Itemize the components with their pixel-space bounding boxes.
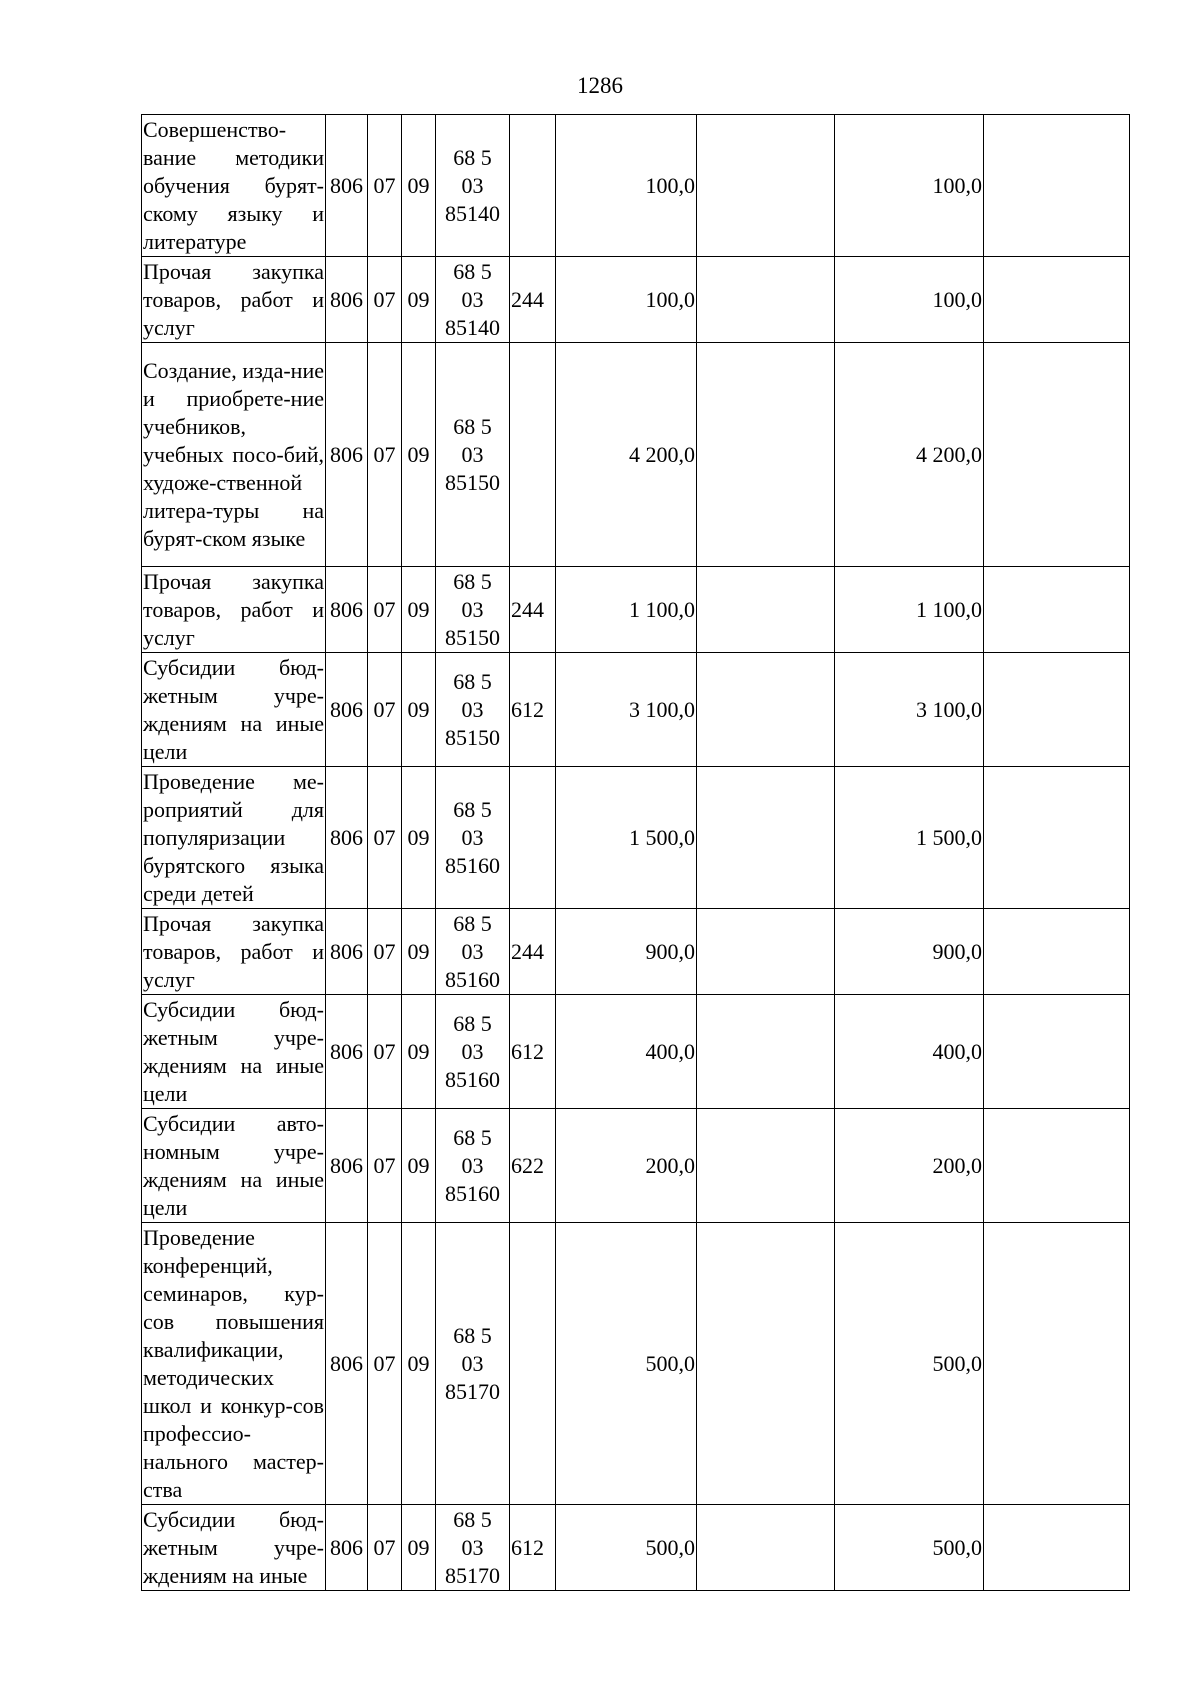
table-body [142, 115, 1130, 1591]
ministry-code: 806 [326, 653, 368, 767]
amount-col-3: 4 200,0 [835, 343, 984, 567]
amount-col-2 [697, 653, 835, 767]
expense-type-code: 244 [510, 909, 556, 995]
amount-col-1: 1 100,0 [556, 567, 697, 653]
subsection-code: 09 [402, 115, 436, 257]
ministry-code: 806 [326, 1223, 368, 1505]
target-article-code-part: 68 5 [453, 144, 492, 170]
subsection-code: 09 [402, 1505, 436, 1591]
page-number: 1286 [577, 73, 623, 98]
section-code: 07 [368, 995, 402, 1109]
target-article-code-part: 68 5 [453, 668, 492, 694]
amount-col-2 [697, 1505, 835, 1591]
target-article-code [436, 567, 510, 653]
target-article-code-part: 03 [461, 1534, 484, 1560]
table-row [142, 115, 1130, 257]
target-article-code-part: 03 [461, 596, 484, 622]
amount-col-4 [984, 343, 1130, 567]
target-article-code-part: 03 [461, 938, 484, 964]
section-code: 07 [368, 767, 402, 909]
amount-col-3: 3 100,0 [835, 653, 984, 767]
amount-col-1: 500,0 [556, 1223, 697, 1505]
target-article-code-part: 03 [461, 1152, 484, 1178]
target-article-code [436, 653, 510, 767]
table-row [142, 1223, 1130, 1505]
target-article-code [436, 995, 510, 1109]
table-row [142, 909, 1130, 995]
item-name: Создание, изда-ние и приобрете-ние учебников, учебных посо-бий, художе-ственной литера-туры на бурят-ском языке [142, 343, 326, 567]
amount-col-1: 900,0 [556, 909, 697, 995]
table-row [142, 1505, 1130, 1591]
target-article-code-part: 85140 [445, 314, 500, 340]
target-article-code-part: 68 5 [453, 1322, 492, 1348]
target-article-code [436, 909, 510, 995]
expense-type-code: 244 [510, 567, 556, 653]
amount-col-3: 200,0 [835, 1109, 984, 1223]
amount-col-2 [697, 115, 835, 257]
expense-type-code: 612 [510, 653, 556, 767]
amount-col-2 [697, 767, 835, 909]
subsection-code: 09 [402, 1109, 436, 1223]
section-code: 07 [368, 1505, 402, 1591]
target-article-code-part: 85160 [445, 1066, 500, 1092]
ministry-code: 806 [326, 995, 368, 1109]
subsection-code: 09 [402, 343, 436, 567]
subsection-code: 09 [402, 1223, 436, 1505]
ministry-code: 806 [326, 1505, 368, 1591]
amount-col-1: 100,0 [556, 257, 697, 343]
item-name: Субсидии бюд-жетным учре-ждениям на иные [142, 1505, 326, 1591]
expense-type-code: 244 [510, 257, 556, 343]
amount-col-4 [984, 567, 1130, 653]
amount-col-4 [984, 1223, 1130, 1505]
target-article-code-part: 85140 [445, 200, 500, 226]
subsection-code: 09 [402, 995, 436, 1109]
ministry-code: 806 [326, 257, 368, 343]
ministry-code: 806 [326, 767, 368, 909]
item-name: Совершенство-вание методики обучения бурят-скому языку и литературе [142, 115, 326, 257]
amount-col-4 [984, 1109, 1130, 1223]
expense-type-code: 612 [510, 995, 556, 1109]
amount-col-3: 500,0 [835, 1505, 984, 1591]
target-article-code-part: 68 5 [453, 1010, 492, 1036]
table-row [142, 653, 1130, 767]
amount-col-2 [697, 1223, 835, 1505]
amount-col-3: 100,0 [835, 257, 984, 343]
target-article-code [436, 1223, 510, 1505]
amount-col-1: 4 200,0 [556, 343, 697, 567]
target-article-code-part: 03 [461, 1038, 484, 1064]
target-article-code-part: 03 [461, 696, 484, 722]
subsection-code: 09 [402, 653, 436, 767]
table-row [142, 767, 1130, 909]
amount-col-1: 3 100,0 [556, 653, 697, 767]
amount-col-1: 1 500,0 [556, 767, 697, 909]
amount-col-2 [697, 1109, 835, 1223]
item-name: Проведение ме-роприятий для популяризации бурятского языка среди детей [142, 767, 326, 909]
amount-col-1: 400,0 [556, 995, 697, 1109]
target-article-code-part: 85170 [445, 1378, 500, 1404]
amount-col-3: 400,0 [835, 995, 984, 1109]
target-article-code-part: 68 5 [453, 796, 492, 822]
target-article-code-part: 85150 [445, 469, 500, 495]
amount-col-3: 100,0 [835, 115, 984, 257]
target-article-code-part: 03 [461, 1350, 484, 1376]
expense-type-code [510, 343, 556, 567]
ministry-code: 806 [326, 1109, 368, 1223]
section-code: 07 [368, 343, 402, 567]
subsection-code: 09 [402, 909, 436, 995]
target-article-code-part: 68 5 [453, 910, 492, 936]
table-row [142, 995, 1130, 1109]
amount-col-1: 500,0 [556, 1505, 697, 1591]
expense-type-code [510, 767, 556, 909]
section-code: 07 [368, 115, 402, 257]
item-name: Прочая закупка товаров, работ и услуг [142, 567, 326, 653]
item-name: Прочая закупка товаров, работ и услуг [142, 257, 326, 343]
target-article-code-part: 03 [461, 172, 484, 198]
section-code: 07 [368, 257, 402, 343]
item-name: Проведение конференций, семинаров, кур-сов повышения квалификации, методических школ и конкур-сов профессио-нального мастер-ства [142, 1223, 326, 1505]
section-code: 07 [368, 1109, 402, 1223]
target-article-code-part: 85160 [445, 852, 500, 878]
target-article-code-part: 85160 [445, 1180, 500, 1206]
ministry-code: 806 [326, 567, 368, 653]
amount-col-4 [984, 115, 1130, 257]
target-article-code [436, 767, 510, 909]
target-article-code-part: 03 [461, 286, 484, 312]
amount-col-2 [697, 995, 835, 1109]
amount-col-3: 1 500,0 [835, 767, 984, 909]
section-code: 07 [368, 653, 402, 767]
target-article-code [436, 1505, 510, 1591]
target-article-code-part: 85150 [445, 624, 500, 650]
target-article-code [436, 257, 510, 343]
amount-col-4 [984, 909, 1130, 995]
expense-type-code: 622 [510, 1109, 556, 1223]
amount-col-4 [984, 767, 1130, 909]
expense-type-code: 612 [510, 1505, 556, 1591]
item-name: Субсидии бюд-жетным учре-ждениям на иные цели [142, 995, 326, 1109]
amount-col-3: 500,0 [835, 1223, 984, 1505]
amount-col-2 [697, 343, 835, 567]
amount-col-4 [984, 1505, 1130, 1591]
amount-col-3: 1 100,0 [835, 567, 984, 653]
target-article-code-part: 85170 [445, 1562, 500, 1588]
subsection-code: 09 [402, 567, 436, 653]
target-article-code [436, 115, 510, 257]
ministry-code: 806 [326, 115, 368, 257]
target-article-code-part: 68 5 [453, 1506, 492, 1532]
amount-col-4 [984, 653, 1130, 767]
target-article-code-part: 03 [461, 441, 484, 467]
target-article-code-part: 68 5 [453, 568, 492, 594]
target-article-code [436, 343, 510, 567]
ministry-code: 806 [326, 343, 368, 567]
item-name: Субсидии авто-номным учре-ждениям на иные цели [142, 1109, 326, 1223]
section-code: 07 [368, 909, 402, 995]
table-row [142, 343, 1130, 567]
amount-col-1: 200,0 [556, 1109, 697, 1223]
section-code: 07 [368, 567, 402, 653]
target-article-code-part: 85150 [445, 724, 500, 750]
amount-col-4 [984, 257, 1130, 343]
section-code: 07 [368, 1223, 402, 1505]
target-article-code-part: 03 [461, 824, 484, 850]
amount-col-3: 900,0 [835, 909, 984, 995]
subsection-code: 09 [402, 767, 436, 909]
target-article-code [436, 1109, 510, 1223]
target-article-code-part: 68 5 [453, 258, 492, 284]
amount-col-2 [697, 909, 835, 995]
target-article-code-part: 85160 [445, 966, 500, 992]
ministry-code: 806 [326, 909, 368, 995]
target-article-code-part: 68 5 [453, 1124, 492, 1150]
target-article-code-part: 68 5 [453, 413, 492, 439]
amount-col-2 [697, 567, 835, 653]
subsection-code: 09 [402, 257, 436, 343]
item-name: Субсидии бюд-жетным учре-ждениям на иные цели [142, 653, 326, 767]
table-row [142, 257, 1130, 343]
table-row [142, 567, 1130, 653]
amount-col-4 [984, 995, 1130, 1109]
table-row [142, 1109, 1130, 1223]
item-name: Прочая закупка товаров, работ и услуг [142, 909, 326, 995]
expense-type-code [510, 1223, 556, 1505]
budget-table [141, 114, 1130, 1591]
amount-col-1: 100,0 [556, 115, 697, 257]
amount-col-2 [697, 257, 835, 343]
expense-type-code [510, 115, 556, 257]
